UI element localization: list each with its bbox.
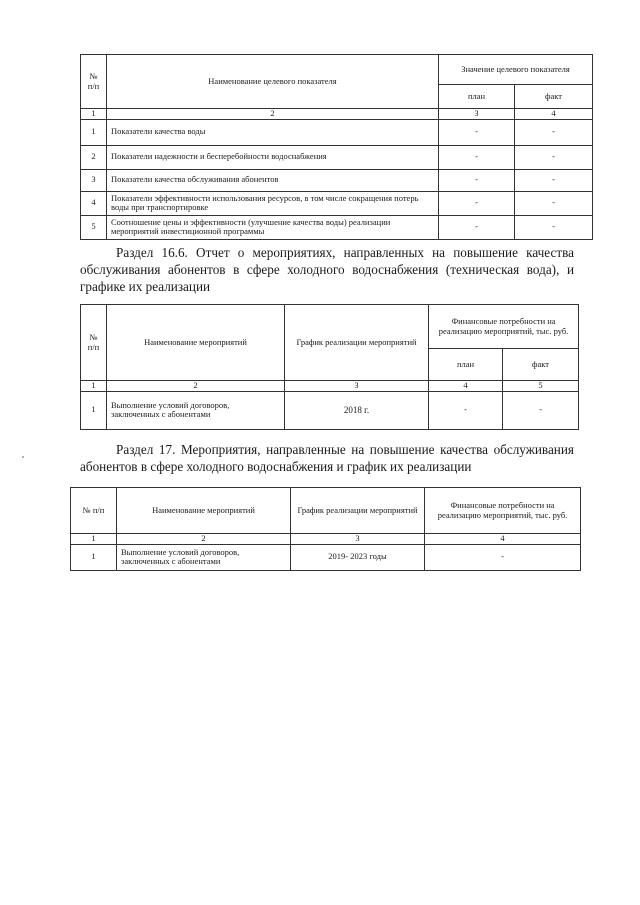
col-schedule-header: График реализации мероприятий xyxy=(291,488,425,534)
table-row: 4 Показатели эффективности использования ресурсов, в том числе сокращения потерь воды при транспортировке - - xyxy=(81,191,593,215)
col-name-header: Наименование мероприятий xyxy=(107,305,285,381)
col-finance-header: Финансовые потребности на реализацию мероприятий, тыс. руб. xyxy=(425,488,581,534)
section-16-6-table xyxy=(80,304,579,430)
col-value-header: Значение целевого показателя xyxy=(439,55,593,85)
col-plan-header: план xyxy=(439,85,515,109)
index-row: 1 2 3 4 xyxy=(81,109,593,120)
table-row: 1 Выполнение условий договоров, заключенных с абонентами 2018 г. - - xyxy=(81,391,579,429)
col-num-header: № п/п xyxy=(81,305,107,381)
table-row: 1 Выполнение условий договоров, заключенных с абонентами 2019- 2023 годы - xyxy=(71,544,581,570)
col-fact-header: факт xyxy=(503,349,579,381)
section-16-6-heading: Раздел 16.6. Отчет о мероприятиях, направленных на повышение качества обслуживания абонентов в сфере холодного водоснабжения (техническая вода), и графике их реализации xyxy=(80,245,574,294)
col-fact-header: факт xyxy=(515,85,593,109)
index-row: 1 2 3 4 xyxy=(71,534,581,545)
table-row: 1 Показатели качества воды - - xyxy=(81,119,593,145)
col-name-header: Наименование целевого показателя xyxy=(107,55,439,109)
target-indicators-table xyxy=(80,54,593,240)
col-num-header: № п/п xyxy=(81,55,107,109)
col-plan-header: план xyxy=(429,349,503,381)
table-row: 3 Показатели качества обслуживания абонентов - - xyxy=(81,169,593,191)
table-row: 5 Соотношение цены и эффективности (улучшение качества воды) реализации мероприятий инвестиционной программы - - xyxy=(81,215,593,239)
scan-speck xyxy=(22,456,24,458)
table-row: 2 Показатели надежности и бесперебойности водоснабжения - - xyxy=(81,145,593,169)
col-num-header: № п/п xyxy=(71,488,117,534)
section-17-heading: Раздел 17. Мероприятия, направленные на повышение качества обслуживания абонентов в сфере холодного водоснабжения и график их реализации xyxy=(80,442,574,474)
index-row: 1 2 3 4 5 xyxy=(81,381,579,392)
col-name-header: Наименование мероприятий xyxy=(117,488,291,534)
section-17-table xyxy=(70,487,581,571)
col-schedule-header: График реализации мероприятий xyxy=(285,305,429,381)
col-finance-header: Финансовые потребности на реализацию мероприятий, тыс. руб. xyxy=(429,305,579,349)
